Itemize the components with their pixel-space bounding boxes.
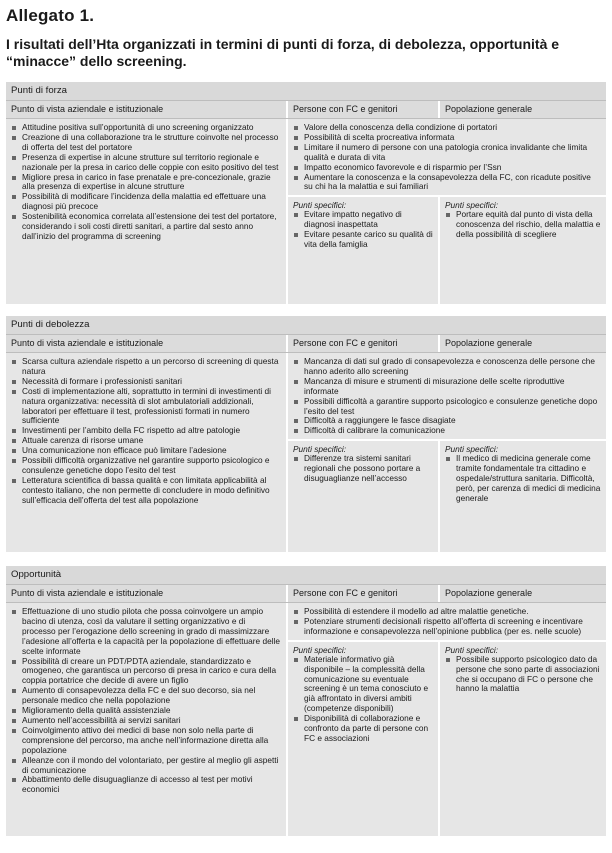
list-item: Attuale carenza di risorse umane [11,436,281,446]
list-item: Investimenti per l’ambito della FC rispetto ad altre patologie [11,426,281,436]
bullet-list [445,210,601,240]
list-item: Letteratura scientifica di bassa qualità e con limitata applicabilità al contesto italiano, che non permette di concludere in modo definitivo sull’efficacia dell’offerta del test alla popolazione [11,476,281,506]
institutional-list [6,603,288,836]
specific-persons-fc [288,642,440,836]
specific-label: Punti specifici: [293,444,347,455]
list-item: Materiale informativo già disponibile – la complessità della comunicazione su eventuale screening è un tema conosciuto e già affrontato in diversi ambiti (competenze disponibili) [293,655,433,714]
specific-label: Punti specifici: [445,644,499,655]
column-headers [6,335,606,353]
specific-label: Punti specifici: [293,644,347,655]
section-heading: Punti di debolezza [6,316,606,335]
list-item: Sostenibilità economica correlata all’estensione dei test del portatore, considerando i soli costi diretti sanitari, a partire dal sesto anno dall’inizio del programma di screening [11,212,281,242]
bullet-list [11,123,281,242]
list-item: Impatto economico favorevole e di risparmio per l’Ssn [293,163,601,173]
specific-label: Punti specifici: [445,200,499,211]
list-item: Possibilità di estendere il modello ad altre malattie genetiche. [293,607,601,617]
column-header-general-population: Popolazione generale [445,588,533,598]
list-item: Valore della conoscenza della condizione di portatori [293,123,601,133]
section-weaknesses [6,316,606,552]
column-headers [6,585,606,603]
institutional-list [6,353,288,552]
list-item: Coinvolgimento attivo dei medici di base non solo nella parte di comprensione del percorso, ma anche nell’informazione diretta alla popolazione [11,726,281,756]
list-item: Aumentare la conoscenza e la consapevolezza della FC, con ricadute positive su chi ha la malattia e sui familiari [293,173,601,193]
bullet-list [293,454,433,484]
common-list [288,603,606,642]
bullet-list [11,607,281,795]
specific-general-population [440,197,606,304]
common-list [288,119,606,197]
specific-general-population [440,441,606,552]
section-heading: Punti di forza [6,82,606,101]
column-header-institutional: Punto di vista aziendale e istituzionale [6,335,288,352]
common-list [288,353,606,441]
bullet-list [11,357,281,506]
section-opportunities [6,566,606,836]
institutional-list [6,119,288,304]
list-item: Effettuazione di uno studio pilota che possa coinvolgere un ampio bacino di utenza, così da valutare il setting organizzativo e di processo per l’erogazione dello screening in grado di massimizzare l’adesione all’offerta e la capacità per la popolazione di effettuare delle scelte informate [11,607,281,657]
list-item: Evitare pesante carico su qualità di vita della famiglia [293,230,433,250]
list-item: Costi di implementazione alti, soprattutto in termini di investimenti di natura organizzativa: necessità di slot ambulatoriali addizionali, laboratori per effettuare il test, professionisti formati in numero sufficiente [11,387,281,427]
list-item: Aumento di consapevolezza della FC e del suo decorso, sia nel personale medico che nella popolazione [11,686,281,706]
page-title: Allegato 1. [6,6,95,25]
list-item: Difficoltà di calibrare la comunicazione [293,426,601,436]
list-item: Scarsa cultura aziendale rispetto a un percorso di screening di questa natura [11,357,281,377]
bullet-list [445,655,601,695]
column-header-persons-fc: Persone con FC e genitori [288,585,440,602]
list-item: Possibili difficoltà a garantire supporto psicologico e consulenze genetiche dopo l’esito del test [293,397,601,417]
column-header-general-population: Popolazione generale [445,104,533,114]
bullet-list [293,655,433,744]
specific-persons-fc [288,197,440,304]
list-item: Differenze tra sistemi sanitari regionali che possono portare a disuguaglianze nell’accesso [293,454,433,484]
column-header-institutional: Punto di vista aziendale e istituzionale [6,101,288,118]
section-strengths [6,82,606,304]
list-item: Evitare impatto negativo di diagnosi inaspettata [293,210,433,230]
specific-general-population [440,642,606,836]
list-item: Il medico di medicina generale come tramite fondamentale tra cittadino e ospedale/struttura sanitaria. Difficoltà, però, per carenza di medici di medicina generale [445,454,601,504]
bullet-list [293,210,433,250]
column-header-general-population: Popolazione generale [445,338,533,348]
list-item: Possibilità di creare un PDT/PDTA aziendale, standardizzato e omogeneo, che garantisca un percorso di presa in carico e cura della coppia portatrice che decide di avere un figlio [11,657,281,687]
list-item: Alleanze con il mondo del volontariato, per gestire al meglio gli aspetti di comunicazione [11,756,281,776]
list-item: Aumento nell’accessibilità ai servizi sanitari [11,716,281,726]
bullet-list [445,454,601,504]
list-item: Presenza di expertise in alcune strutture sul territorio regionale e nazionale per la presa in carico delle coppie con esito positivo del test [11,153,281,173]
list-item: Abbattimento delle disuguaglianze di accesso al test per motivi economici [11,775,281,795]
list-item: Mancanza di misure e strumenti di misurazione delle scelte riproduttive informate [293,377,601,397]
bullet-list [293,357,601,436]
column-headers [6,101,606,119]
section-heading: Opportunità [6,566,606,585]
list-item: Miglioramento della qualità assistenziale [11,706,281,716]
list-item: Potenziare strumenti decisionali rispetto all’offerta di screening e incentivare informazione e consapevolezza nell’opinione pubblica (per es. nelle scuole) [293,617,601,637]
specific-persons-fc [288,441,440,552]
list-item: Creazione di una collaborazione tra le strutture coinvolte nel processo di offerta del test del portatore [11,133,281,153]
list-item: Possibilità di scelta procreativa informata [293,133,601,143]
list-item: Difficoltà a raggiungere le fasce disagiate [293,416,601,426]
list-item: Possibilità di modificare l’incidenza della malattia ed effettuare una diagnosi più precoce [11,192,281,212]
list-item: Limitare il numero di persone con una patologia cronica invalidante che limita qualità e durata di vita [293,143,601,163]
page-subtitle: I risultati dell’Hta organizzati in termini di punti di forza, di debolezza, opportunità e “minacce” dello screening. [6,36,560,69]
list-item: Disponibilità di collaborazione e confronto da parte di persone con FC e associazioni [293,714,433,744]
column-header-institutional: Punto di vista aziendale e istituzionale [6,585,288,602]
column-header-persons-fc: Persone con FC e genitori [288,335,440,352]
list-item: Attitudine positiva sull’opportunità di uno screening organizzato [11,123,281,133]
bullet-list [293,607,601,637]
specific-label: Punti specifici: [445,444,499,455]
list-item: Possibile supporto psicologico dato da persone che sono parte di associazioni che si occupano di FC o persone che hanno la malattia [445,655,601,695]
list-item: Possibili difficoltà organizzative nel garantire supporto psicologico e consulenze genetiche dopo l’esito del test [11,456,281,476]
list-item: Migliore presa in carico in fase prenatale e pre-concezionale, grazie alla presenza di expertise in alcune strutture [11,173,281,193]
list-item: Una comunicazione non efficace può limitare l’adesione [11,446,281,456]
specific-label: Punti specifici: [293,200,347,211]
list-item: Portare equità dal punto di vista della conoscenza del rischio, della malattia e della possibilità di scegliere [445,210,601,240]
list-item: Necessità di formare i professionisti sanitari [11,377,281,387]
bullet-list [293,123,601,192]
column-header-persons-fc: Persone con FC e genitori [288,101,440,118]
list-item: Mancanza di dati sul grado di consapevolezza e conoscenza delle persone che hanno aderito allo screening [293,357,601,377]
